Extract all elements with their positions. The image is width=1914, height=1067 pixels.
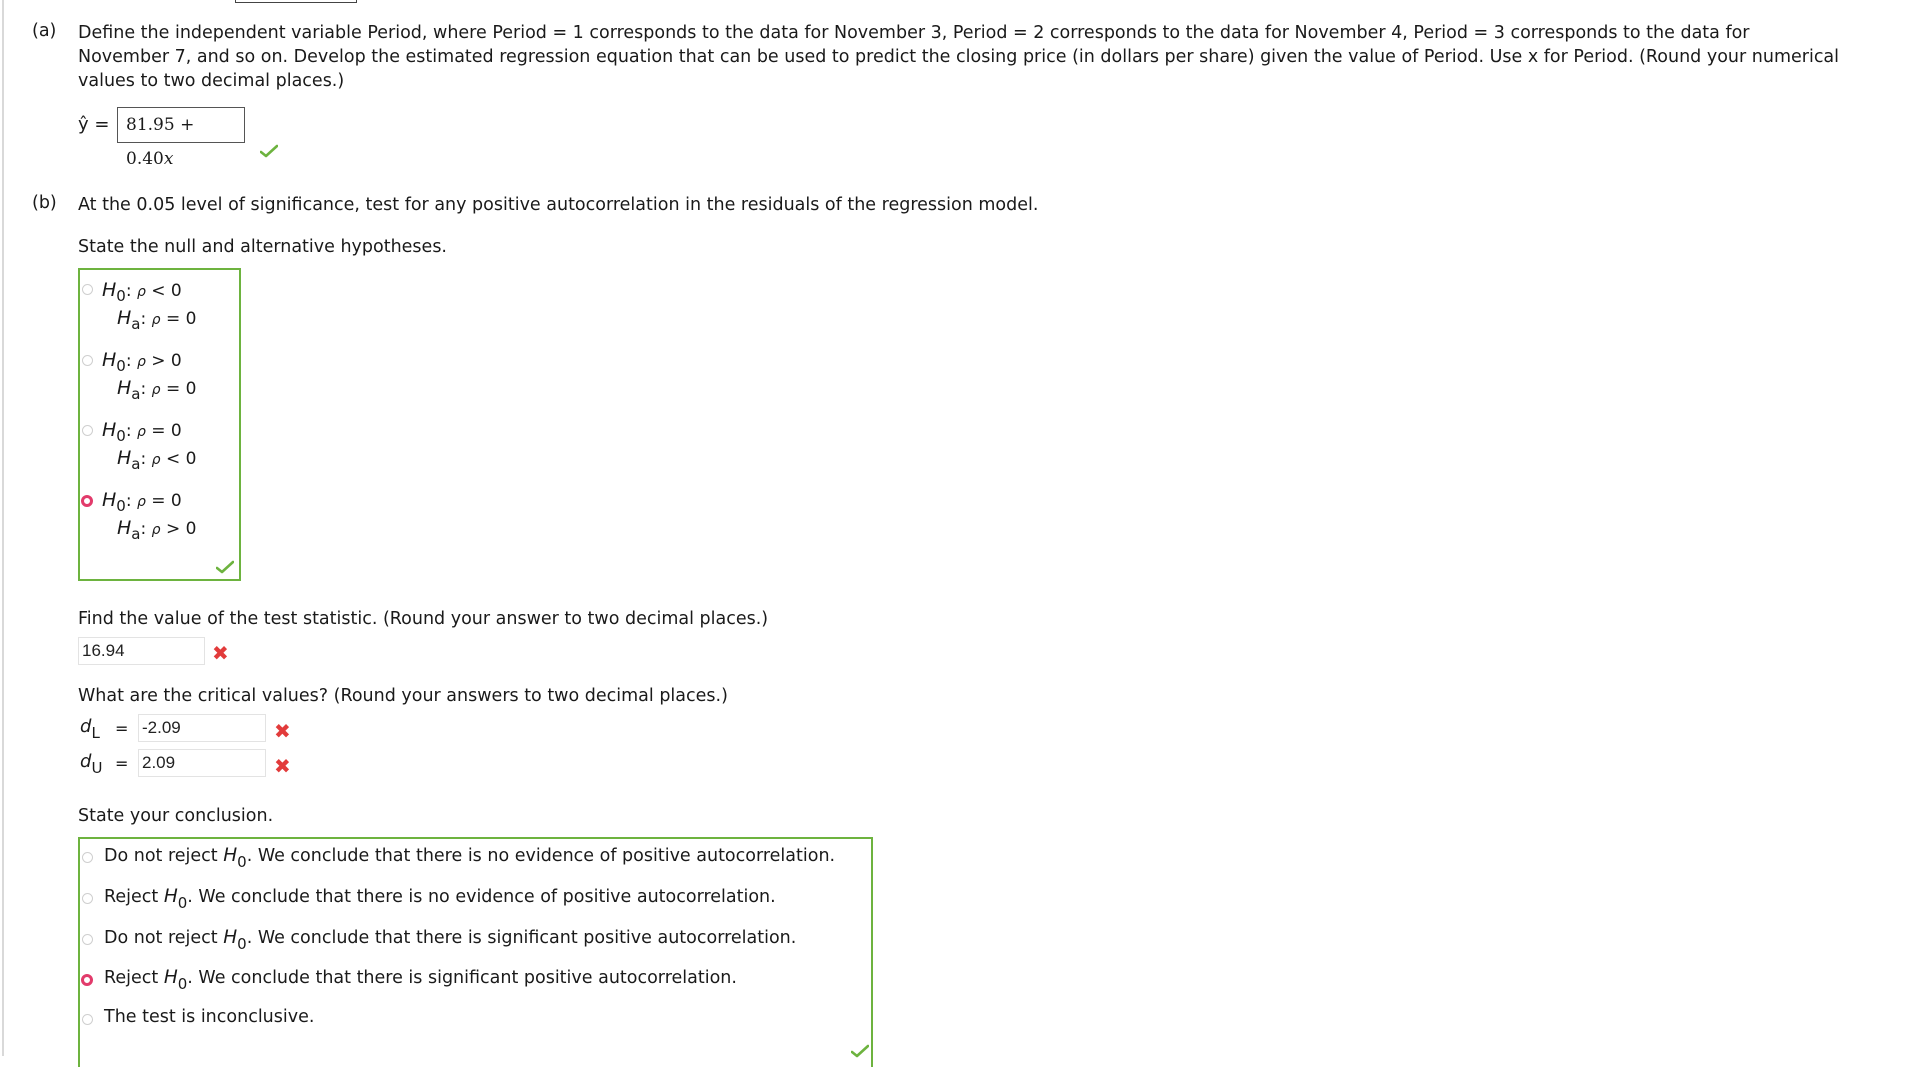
- test-statistic-incorrect-icon: ✖: [212, 641, 229, 665]
- du-input[interactable]: 2.09: [138, 749, 266, 777]
- previous-answer-box-edge: [235, 0, 357, 3]
- conclusion-option-3-label: Do not reject $H_0$. We conclude that there is significant positive autocorrelation.: [104, 927, 797, 953]
- conclusion-option-3-radio[interactable]: [82, 934, 93, 945]
- yhat-label: ŷ =: [78, 114, 110, 135]
- hypothesis-option-3-ha: $H_a$: ρ < 0: [117, 447, 197, 473]
- critical-values-prompt: What are the critical values? (Round your answers to two decimal places.): [78, 686, 728, 706]
- dl-input[interactable]: -2.09: [138, 714, 266, 742]
- conclusion-option-1-label: Do not reject $H_0$. We conclude that there is no evidence of positive autocorrelation.: [104, 845, 836, 871]
- conclusion-option-4-label: Reject $H_0$. We conclude that there is significant positive autocorrelation.: [104, 967, 737, 993]
- conclusion-option-2-radio[interactable]: [82, 893, 93, 904]
- dl-label: $d_L$: [80, 716, 100, 742]
- du-equals: =: [115, 754, 129, 773]
- hypotheses-prompt: State the null and alternative hypotheses.: [78, 237, 447, 257]
- part-a-prompt-line3: values to two decimal places.): [78, 71, 345, 91]
- hypothesis-option-1-radio[interactable]: [82, 284, 93, 295]
- dl-equals: =: [115, 719, 129, 738]
- answer-variable: x: [163, 149, 174, 169]
- hypothesis-option-1-ha: $H_a$: ρ = 0: [117, 307, 197, 333]
- du-incorrect-icon: ✖: [274, 754, 291, 778]
- regression-equation-answer[interactable]: [117, 107, 245, 169]
- hypothesis-option-2-radio[interactable]: [82, 355, 93, 366]
- part-b-prompt: At the 0.05 level of significance, test for any positive autocorrelation in the residuals of the regression model.: [78, 195, 1039, 215]
- correct-check-icon: [260, 144, 278, 158]
- conclusion-option-1-radio[interactable]: [82, 852, 93, 863]
- test-statistic-prompt: Find the value of the test statistic. (Round your answer to two decimal places.): [78, 609, 769, 629]
- hypothesis-option-4-radio[interactable]: [81, 495, 93, 507]
- part-a-prompt-line2: November 7, and so on. Develop the estimated regression equation that can be used to predict the closing price (in dollars per share) given the value of Period. Use x for Period. (Round your numerical: [78, 47, 1840, 67]
- hypotheses-correct-check-icon: [216, 560, 234, 574]
- hypothesis-option-3-h0: $H_0$: ρ = 0: [102, 419, 182, 445]
- hypothesis-option-4-ha: $H_a$: ρ > 0: [117, 517, 197, 543]
- left-margin-rule: [2, 0, 4, 1056]
- part-b-letter: (b): [32, 193, 57, 213]
- conclusion-option-5-radio[interactable]: [82, 1014, 93, 1025]
- answer-main-text: 81.95 + 0.40: [126, 115, 195, 169]
- hypothesis-option-1-h0: $H_0$: ρ < 0: [102, 279, 182, 305]
- test-statistic-input[interactable]: 16.94: [78, 637, 205, 665]
- part-a-prompt-line1: Define the independent variable Period, where Period = 1 corresponds to the data for November 3, Period = 2 corresponds to the data for November 4, Period = 3 corresponds to the data for: [78, 23, 1750, 43]
- conclusion-option-4-radio[interactable]: [81, 974, 93, 986]
- hypothesis-option-2-ha: $H_a$: ρ = 0: [117, 377, 197, 403]
- conclusion-option-2-label: Reject $H_0$. We conclude that there is no evidence of positive autocorrelation.: [104, 886, 776, 912]
- conclusion-option-5-label: The test is inconclusive.: [104, 1007, 315, 1027]
- conclusion-prompt: State your conclusion.: [78, 806, 274, 826]
- hypothesis-option-4-h0: $H_0$: ρ = 0: [102, 489, 182, 515]
- hypothesis-option-3-radio[interactable]: [82, 425, 93, 436]
- part-a-letter: (a): [32, 21, 57, 41]
- dl-incorrect-icon: ✖: [274, 719, 291, 743]
- hypothesis-option-2-h0: $H_0$: ρ > 0: [102, 349, 182, 375]
- du-label: $d_U$: [80, 751, 103, 777]
